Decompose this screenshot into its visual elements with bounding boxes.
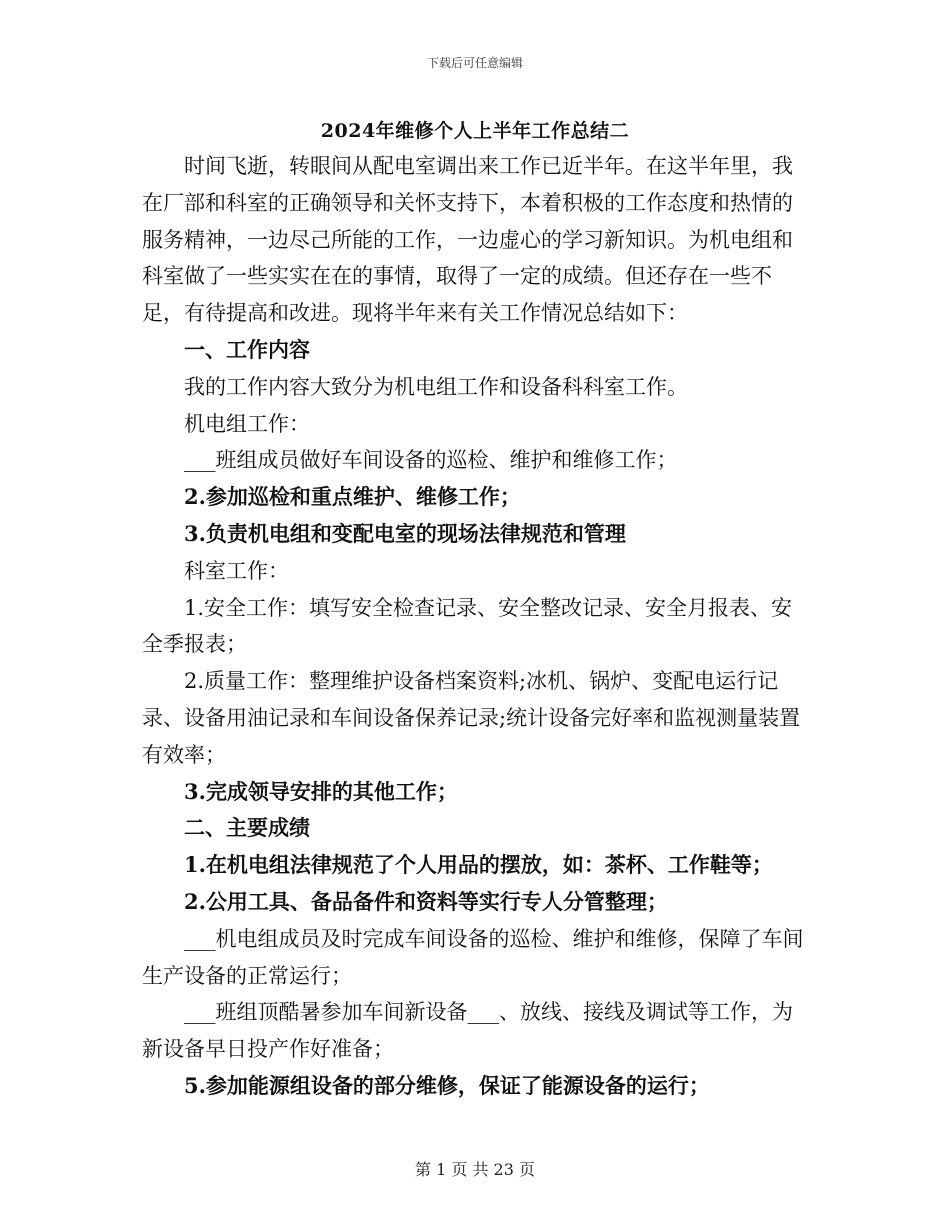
paragraph-intro: 时间飞逝，转眼间从配电室调出来工作已近半年。在这半年里，我在厂部和科室的正确领导和关怀支持下，本着积极的工作态度和热情的服务精神，一边尽己所能的工作，一边虚心的学习新知识。为机电组和科室做了一些实实在在的事情，取得了一定的成绩。但还存在一些不足，有待提高和改进。现将半年来有关工作情况总结如下： — [142, 154, 793, 326]
list-item: 2.质量工作：整理维护设备档案资料;冰机、锅炉、变配电运行记录、设备用油记录和车间设备保养记录;统计设备完好率和监视测量装置有效率； — [142, 669, 801, 767]
list-item: 5.参加能源组设备的部分维修，保证了能源设备的运行； — [184, 1072, 710, 1098]
paragraph: ___班组顶酷暑参加车间新设备___、放线、接线及调试等工作，为新设备早日投产作好准备； — [142, 1000, 793, 1062]
list-item: 2.参加巡检和重点维护、维修工作； — [184, 484, 521, 510]
section-heading-achievements: 二、主要成绩 — [184, 815, 310, 841]
list-item: 2.公用工具、备品备件和资料等实行专人分管整理； — [184, 888, 668, 914]
header-note: 下载后可任意编辑 — [426, 56, 523, 70]
list-item: 1.在机电组法律规范了个人用品的摆放，如：茶杯、工作鞋等； — [184, 852, 773, 878]
list-item: 3.完成领导安排的其他工作； — [184, 778, 458, 804]
list-item: 3.负责机电组和变配电室的现场法律规范和管理 — [184, 520, 626, 546]
paragraph: 科室工作： — [184, 558, 289, 583]
paragraph: 我的工作内容大致分为机电组工作和设备科科室工作。 — [184, 374, 688, 399]
section-heading-work-content: 一、工作内容 — [184, 336, 310, 362]
document-title: 2024年维修个人上半年工作总结二 — [320, 120, 630, 142]
paragraph: ___班组成员做好车间设备的巡检、维护和维修工作； — [184, 448, 678, 473]
page-number-footer: 第 1 页 共 23 页 — [415, 1160, 535, 1179]
paragraph: 机电组工作： — [184, 411, 310, 436]
paragraph: ___机电组成员及时完成车间设备的巡检、维护和维修，保障了车间生产设备的正常运行； — [142, 926, 804, 988]
list-item: 1.安全工作：填写安全检查记录、安全整改记录、安全月报表、安全季报表； — [142, 595, 793, 657]
document-body — [142, 148, 810, 1105]
